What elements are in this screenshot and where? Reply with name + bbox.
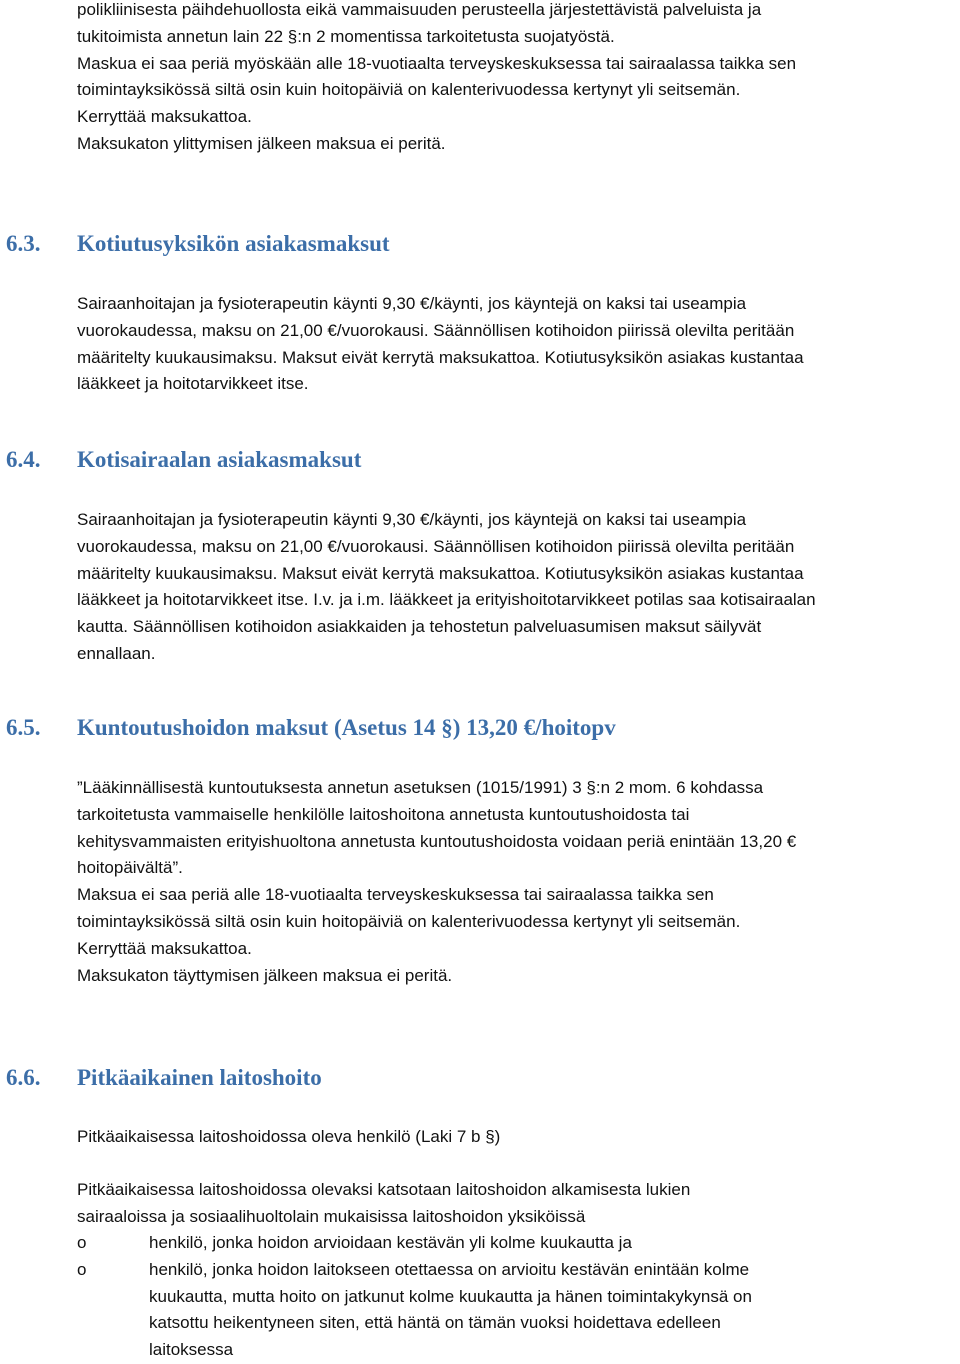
- body-line: lääkkeet ja hoitotarvikkeet itse. I.v. ja i.m. lääkkeet ja erityishoitotarvikkeet potilas saa kotisairaalan: [77, 590, 816, 610]
- body-line: lääkkeet ja hoitotarvikkeet itse.: [77, 374, 309, 394]
- body-line: sairaaloissa ja sosiaalihuoltolain mukaisissa laitoshoidon yksiköissä: [77, 1206, 586, 1226]
- section-heading: [6, 229, 390, 259]
- section-title: Kuntoutushoidon maksut (Asetus 14 §) 13,20 €/hoitopv: [77, 715, 616, 740]
- body-line: Sairaanhoitajan ja fysioterapeutin käynti 9,30 €/käynti, jos käyntejä on kaksi tai useampia: [77, 294, 747, 313]
- body-line: vuorokaudessa, maksu on 21,00 €/vuorokausi. Säännöllisen kotihoidon piirissä olevilta peritään: [77, 320, 795, 340]
- section-subtitle: Pitkäaikaisessa laitoshoidossa oleva henkilö (Laki 7 b §): [77, 1127, 501, 1146]
- list-item-line: laitoksessa: [149, 1340, 234, 1360]
- list-item-line: henkilö, jonka hoidon laitokseen otettaessa on arvioitu kestävän enintään kolme: [149, 1259, 750, 1279]
- body-line: ennallaan.: [77, 644, 156, 663]
- bullet-marker: o: [77, 1233, 87, 1252]
- body-line: kautta. Säännöllisen kotihoidon asiakkaiden ja tehostetun palveluasumisen maksut säilyvät: [77, 617, 762, 637]
- body-line: toimintayksikössä siltä osin kuin hoitopäiviä on kalenterivuodessa kertynyt yli seitsemän.: [77, 912, 741, 931]
- body-line: Maksukaton täyttymisen jälkeen maksua ei peritä.: [77, 965, 453, 985]
- section-number: 6.6.: [6, 1065, 41, 1090]
- body-line: Maksua ei saa periä alle 18-vuotiaalta terveyskeskuksessa tai sairaalassa taikka sen: [77, 885, 714, 905]
- intro-line: Kerryttää maksukattoa.: [77, 107, 252, 127]
- body-line: määritelty kuukausimaksu. Maksut eivät kerrytä maksukattoa. Kotiutusyksikön asiakas kustantaa: [77, 347, 804, 367]
- body-line: Pitkäaikaisessa laitoshoidossa olevaksi katsotaan laitoshoidon alkamisesta lukien: [77, 1180, 691, 1199]
- body-line: määritelty kuukausimaksu. Maksut eivät kerrytä maksukattoa. Kotiutusyksikön asiakas kustantaa: [77, 563, 804, 583]
- body-line: Sairaanhoitajan ja fysioterapeutin käynti 9,30 €/käynti, jos käyntejä on kaksi tai useampia: [77, 510, 747, 529]
- bullet-list: [77, 1230, 752, 1364]
- intro-line: tukitoimista annetun lain 22 §:n 2 momentissa tarkoitetusta suojatyöstä.: [77, 26, 615, 46]
- section-heading: [6, 713, 616, 743]
- section-heading: [6, 1063, 322, 1093]
- body-line: vuorokaudessa, maksu on 21,00 €/vuorokausi. Säännöllisen kotihoidon piirissä olevilta peritään: [77, 536, 795, 556]
- section-heading: [6, 445, 361, 475]
- list-item: [77, 1257, 752, 1364]
- intro-line: Maksukaton ylittymisen jälkeen maksua ei peritä.: [77, 134, 446, 153]
- body-line: ”Lääkinnällisestä kuntoutuksesta annetun asetuksen (1015/1991) 3 §:n 2 mom. 6 kohdassa: [77, 778, 764, 797]
- list-item-line: katsottu heikentyneen siten, että häntä on tämän vuoksi hoidettava edelleen: [149, 1313, 721, 1333]
- section-number: 6.5.: [6, 715, 41, 740]
- intro-line: toimintayksikössä siltä osin kuin hoitopäiviä on kalenterivuodessa kertynyt yli seitsemän.: [77, 80, 741, 100]
- bullet-marker: o: [77, 1259, 87, 1279]
- section-number: 6.3.: [6, 231, 41, 256]
- section-number: 6.4.: [6, 447, 41, 472]
- list-item-line: kuukautta, mutta hoito on jatkunut kolme kuukautta ja hänen toimintakykynsä on: [149, 1286, 752, 1306]
- body-line: tarkoitetusta vammaiselle henkilölle laitoshoitona annetusta kuntoutushoidosta tai: [77, 804, 690, 824]
- intro-line: polikliinisesta päihdehuollosta eikä vammaisuuden perusteella järjestettävistä palveluista ja: [77, 0, 762, 19]
- intro-line: Maskua ei saa periä myöskään alle 18-vuotiaalta terveyskeskuksessa tai sairaalassa taikka sen: [77, 53, 797, 73]
- body-line: hoitopäivältä”.: [77, 858, 183, 878]
- section-title: Pitkäaikainen laitoshoito: [77, 1065, 322, 1090]
- body-line: kehitysvammaisten erityishuoltona annetusta kuntoutushoidosta voidaan periä enintään 13,20 €: [77, 831, 797, 851]
- list-item-line: henkilö, jonka hoidon arvioidaan kestävän yli kolme kuukautta ja: [149, 1233, 632, 1252]
- body-line: Kerryttää maksukattoa.: [77, 938, 252, 958]
- list-item: [77, 1230, 752, 1257]
- section-title: Kotisairaalan asiakasmaksut: [77, 447, 362, 472]
- section-title: Kotiutusyksikön asiakasmaksut: [77, 231, 390, 256]
